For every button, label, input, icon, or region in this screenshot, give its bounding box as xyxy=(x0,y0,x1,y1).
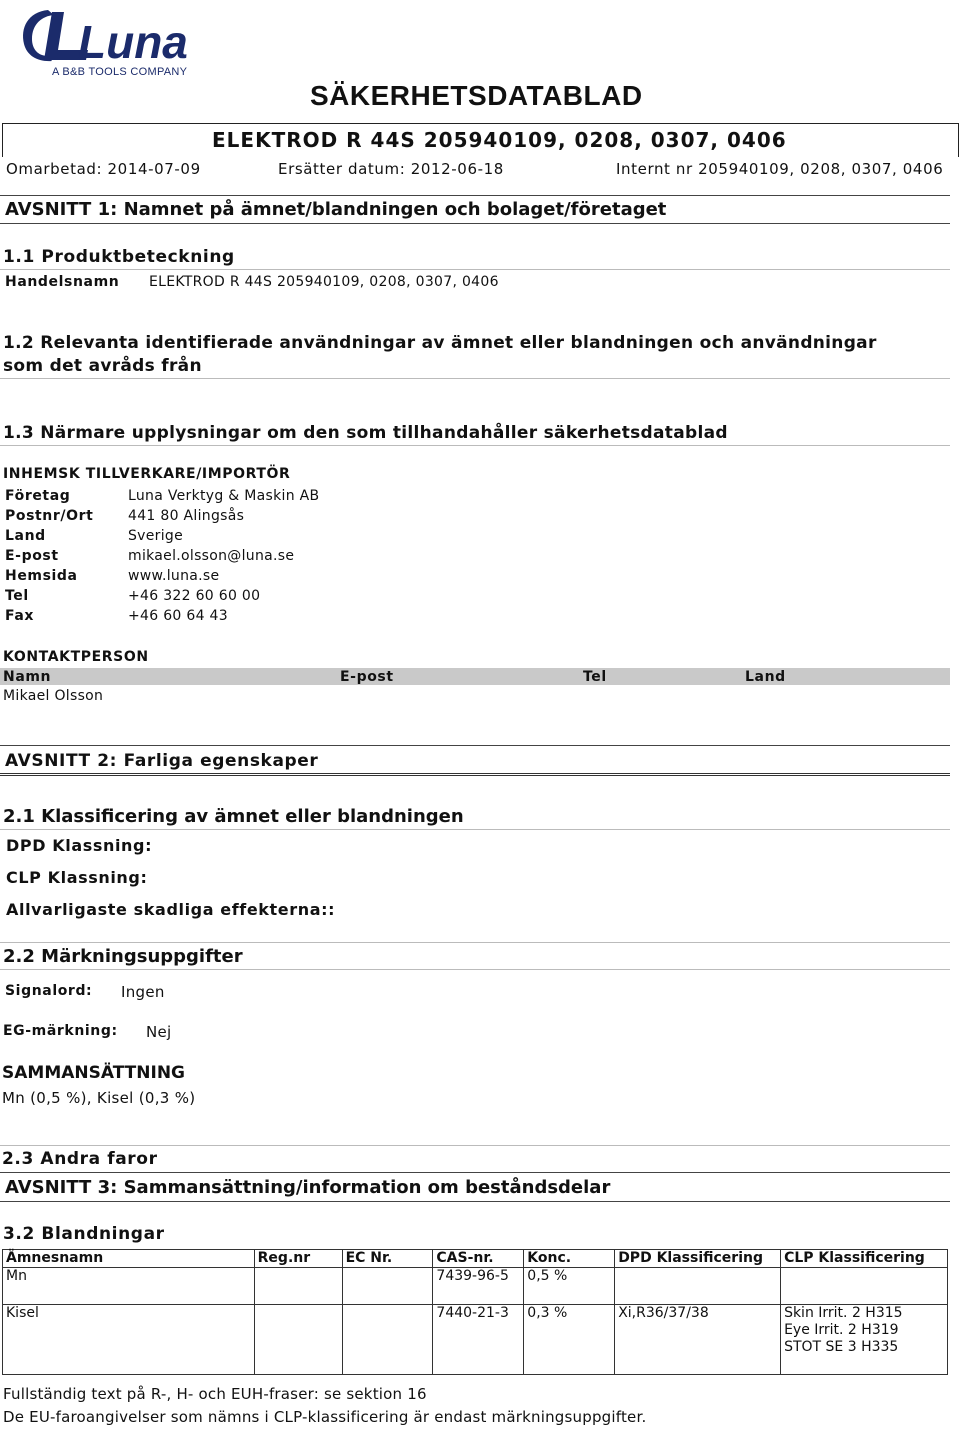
cell-regnr xyxy=(254,1268,342,1305)
field-label: E-post xyxy=(5,548,59,564)
cell-ecnr xyxy=(342,1305,433,1375)
col-ecnr: EC Nr. xyxy=(342,1250,433,1268)
field-value: Luna Verktyg & Maskin AB xyxy=(128,488,320,504)
cell-casnr: 7440-21-3 xyxy=(433,1305,524,1375)
eg-value: Nej xyxy=(146,1023,172,1041)
clp-line: Skin Irrit. 2 H315 xyxy=(784,1305,903,1321)
col-clp: CLP Klassificering xyxy=(781,1250,948,1268)
contact-col-tel: Tel xyxy=(583,669,607,685)
s11-heading: 1.1 Produktbeteckning xyxy=(3,247,235,267)
composition-value: Mn (0,5 %), Kisel (0,3 %) xyxy=(2,1089,196,1107)
cell-substance: Kisel xyxy=(3,1305,255,1375)
s32-heading: 3.2 Blandningar xyxy=(3,1224,165,1244)
contact-header-bar xyxy=(0,668,950,685)
cell-clp xyxy=(781,1305,948,1375)
cell-konc: 0,5 % xyxy=(524,1268,615,1305)
section1-heading: AVSNITT 1: Namnet på ämnet/blandningen och bolaget/företaget xyxy=(5,199,667,220)
clp-line: Eye Irrit. 2 H319 xyxy=(784,1322,899,1338)
field-label: Företag xyxy=(5,488,71,504)
internal-number: Internt nr 205940109, 0208, 0307, 0406 xyxy=(616,160,944,178)
clp-classification: CLP Klassning: xyxy=(6,868,148,887)
signalword-value: Ingen xyxy=(121,983,165,1001)
field-label: Postnr/Ort xyxy=(5,508,94,524)
contact-heading: KONTAKTPERSON xyxy=(3,649,149,665)
s23-heading: 2.3 Andra faror xyxy=(2,1149,158,1169)
col-konc: Konc. xyxy=(524,1250,615,1268)
cell-ecnr xyxy=(342,1268,433,1305)
email-link[interactable]: mikael.olsson@luna.se xyxy=(128,548,295,564)
eg-label: EG-märkning: xyxy=(3,1023,118,1039)
field-value: +46 322 60 60 00 xyxy=(128,588,261,604)
field-label: Hemsida xyxy=(5,568,78,584)
cell-dpd: Xi,R36/37/38 xyxy=(615,1305,781,1375)
contact-col-email: E-post xyxy=(340,669,394,685)
revised-date: Omarbetad: 2014-07-09 xyxy=(6,160,201,178)
table-header-row xyxy=(3,1250,948,1268)
signalword-label: Signalord: xyxy=(5,983,93,999)
field-value: 441 80 Alingsås xyxy=(128,508,245,524)
contact-col-name: Namn xyxy=(3,669,52,685)
replaces-date: Ersätter datum: 2012-06-18 xyxy=(278,160,504,178)
cell-konc: 0,3 % xyxy=(524,1305,615,1375)
field-label: Tel xyxy=(5,588,29,604)
company-tagline: A B&B TOOLS COMPANY xyxy=(52,66,188,78)
importer-heading: INHEMSK TILLVERKARE/IMPORTÖR xyxy=(3,466,291,482)
field-label: Fax xyxy=(5,608,35,624)
s12-heading-line1: 1.2 Relevanta identifierade användningar av ämnet eller blandningen och användningar xyxy=(3,333,877,353)
s21-heading: 2.1 Klassificering av ämnet eller blandningen xyxy=(3,806,464,827)
severe-effects: Allvarligaste skadliga effekterna:: xyxy=(6,900,336,919)
field-value: +46 60 64 43 xyxy=(128,608,228,624)
field-label: Land xyxy=(5,528,46,544)
product-heading: ELEKTROD R 44S 205940109, 0208, 0307, 0406 xyxy=(212,128,787,152)
table-row xyxy=(3,1305,948,1375)
composition-heading: SAMMANSÄTTNING xyxy=(2,1063,186,1083)
section3-heading: AVSNITT 3: Sammansättning/information om beståndsdelar xyxy=(5,1177,611,1198)
cell-regnr xyxy=(254,1305,342,1375)
s12-heading-line2: som det avråds från xyxy=(3,356,202,376)
website-link[interactable]: www.luna.se xyxy=(128,568,220,584)
cell-casnr: 7439-96-5 xyxy=(433,1268,524,1305)
footnote-clp: De EU-faroangivelser som nämns i CLP-klassificering är endast märkningsuppgifter. xyxy=(3,1408,647,1426)
tradename-value: ELEKTROD R 44S 205940109, 0208, 0307, 0406 xyxy=(149,274,499,290)
cell-substance: Mn xyxy=(3,1268,255,1305)
contact-name: Mikael Olsson xyxy=(3,688,104,704)
contact-col-country: Land xyxy=(745,669,786,685)
clp-line: STOT SE 3 H335 xyxy=(784,1339,899,1355)
col-substance: Ämnesnamn xyxy=(3,1250,255,1268)
luna-logo xyxy=(18,6,198,68)
logo-wordmark: Luna xyxy=(78,16,188,68)
col-regnr: Reg.nr xyxy=(254,1250,342,1268)
col-dpd: DPD Klassificering xyxy=(615,1250,781,1268)
s22-heading: 2.2 Märkningsuppgifter xyxy=(3,946,243,967)
s13-heading: 1.3 Närmare upplysningar om den som tillhandahåller säkerhetsdatablad xyxy=(3,423,728,443)
col-casnr: CAS-nr. xyxy=(433,1250,524,1268)
dpd-classification: DPD Klassning: xyxy=(6,836,153,855)
table-row xyxy=(3,1268,948,1305)
section2-heading: AVSNITT 2: Farliga egenskaper xyxy=(5,751,319,771)
footnote-phrases: Fullständig text på R-, H- och EUH-fraser: se sektion 16 xyxy=(3,1385,427,1403)
field-value: Sverige xyxy=(128,528,184,544)
tradename-label: Handelsnamn xyxy=(5,274,120,290)
cell-clp xyxy=(781,1268,948,1305)
document-title: SÄKERHETSDATABLAD xyxy=(310,80,643,111)
substance-table xyxy=(2,1249,948,1375)
cell-dpd xyxy=(615,1268,781,1305)
